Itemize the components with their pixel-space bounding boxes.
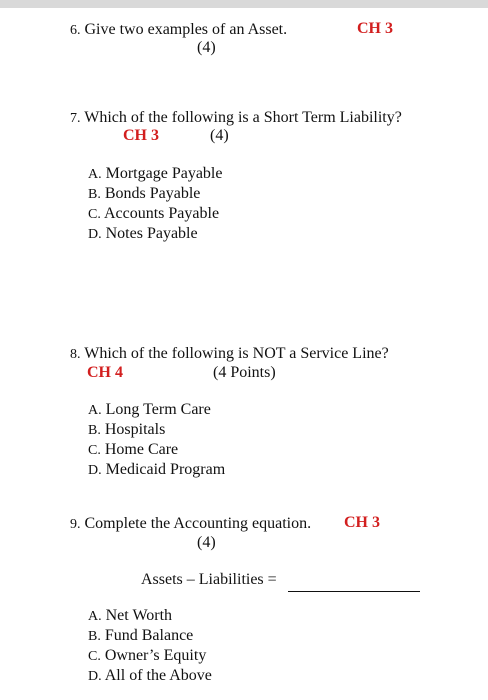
answer-blank-line xyxy=(288,591,420,592)
points-label: (4) xyxy=(210,127,229,144)
option-text: Notes Payable xyxy=(105,225,198,242)
question-text: Give two examples of an Asset. xyxy=(84,21,288,38)
option-text: Bonds Payable xyxy=(104,185,201,202)
option-b xyxy=(88,626,193,647)
option-text: Home Care xyxy=(104,441,179,458)
option-letter: C. xyxy=(88,649,101,664)
chapter-label: CH 3 xyxy=(357,20,393,37)
points-label: (4 Points) xyxy=(213,364,276,381)
option-text: Mortgage Payable xyxy=(105,165,223,182)
option-text: Long Term Care xyxy=(105,401,211,418)
option-d xyxy=(88,666,212,687)
option-letter: A. xyxy=(88,167,102,182)
option-b xyxy=(88,420,165,441)
option-text: Hospitals xyxy=(104,421,166,438)
question-text: Which of the following is a Short Term Liability? xyxy=(84,109,402,126)
option-a xyxy=(88,164,222,185)
option-letter: A. xyxy=(88,609,102,624)
question-9-prompt xyxy=(70,514,311,535)
question-7-prompt xyxy=(70,108,402,129)
points-label: (4) xyxy=(197,39,216,56)
question-text: Which of the following is NOT a Service Line? xyxy=(84,345,389,362)
question-6-prompt xyxy=(70,20,287,41)
top-bar xyxy=(0,0,488,8)
option-text: Net Worth xyxy=(105,607,173,624)
option-a xyxy=(88,400,211,421)
equation-text: Assets – Liabilities = xyxy=(141,571,277,588)
chapter-label: CH 4 xyxy=(87,364,123,381)
option-b xyxy=(88,184,200,205)
option-letter: D. xyxy=(88,463,102,478)
question-text: Complete the Accounting equation. xyxy=(84,515,312,532)
option-letter: B. xyxy=(88,629,101,644)
option-text: Medicaid Program xyxy=(105,461,226,478)
option-letter: B. xyxy=(88,423,101,438)
option-letter: D. xyxy=(88,669,102,684)
question-number: 6. xyxy=(70,23,81,38)
option-text: Owner’s Equity xyxy=(104,647,207,664)
option-c xyxy=(88,440,178,461)
option-letter: C. xyxy=(88,207,101,222)
option-a xyxy=(88,606,172,627)
chapter-label: CH 3 xyxy=(344,514,380,531)
option-letter: A. xyxy=(88,403,102,418)
question-number: 7. xyxy=(70,111,81,126)
points-label: (4) xyxy=(197,534,216,551)
option-c xyxy=(88,646,206,667)
option-d xyxy=(88,460,225,481)
option-d xyxy=(88,224,198,245)
option-text: Fund Balance xyxy=(104,627,194,644)
option-letter: D. xyxy=(88,227,102,242)
option-letter: B. xyxy=(88,187,101,202)
option-text: Accounts Payable xyxy=(103,205,220,222)
option-letter: C. xyxy=(88,443,101,458)
option-text: All of the Above xyxy=(104,667,212,684)
question-number: 8. xyxy=(70,347,81,362)
chapter-label: CH 3 xyxy=(123,127,159,144)
question-8-prompt xyxy=(70,344,389,365)
option-c xyxy=(88,204,219,225)
question-number: 9. xyxy=(70,517,81,532)
